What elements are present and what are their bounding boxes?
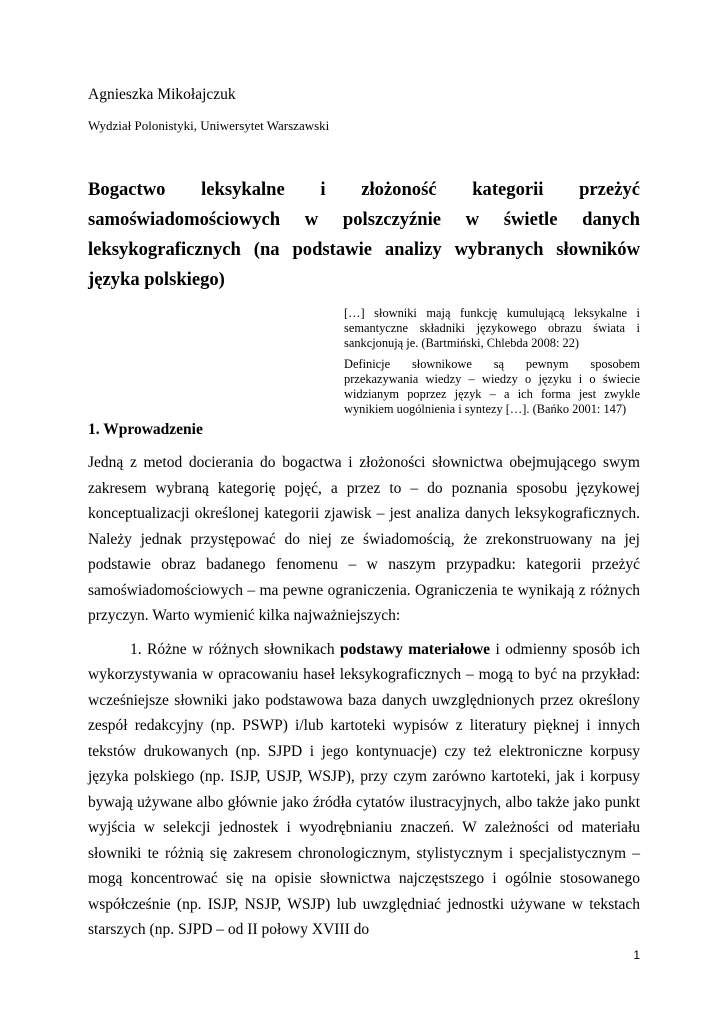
emphasized-term: podstawy materiałowe [339, 640, 491, 658]
paper-title: Bogactwo leksykalne i złożoność kategorii przeżyć samoświadomościowych w polszczyźnie w świetle danych leksykograficznych (na podstawie analizy wybranych słowników języka polskiego) [88, 179, 640, 290]
section-body [88, 450, 640, 951]
body-paragraph [88, 637, 640, 943]
body-paragraph: Jedną z metod docierania do bogactwa i złożoności słownictwa obejmującego swym zakresem wybraną kategorię pojęć, a przez to – do poznania sposobu językowej konceptualizacji określonej kategorii zjawisk – jest analiza danych leksykograficznych. Należy jednak przystępować do niej ze świadomością, że zrekonstruowany na jej podstawie obraz badanego fenomenu – w naszym przypadku: kategorii przeżyć samoświadomościowych – ma pewne ograniczenia. Ograniczenia te wynikają z różnych przyczyn. Warto wymienić kilka najważniejszych: [88, 454, 640, 624]
paragraph-text: 1. Różne w różnych słownikach [130, 640, 340, 658]
epigraph-quote: Definicje słownikowe są pewnym sposobem przekazywania wiedzy – wiedzy o języku i o świecie widzianym poprzez język – a ich forma jest zwykle wynikiem uogólnienia i syntezy […]. (Bańko 2001: 147) [344, 357, 640, 416]
author-name: Agnieszka Mikołajczuk [88, 86, 236, 103]
epigraphs [344, 306, 640, 423]
paragraph-text: i odmienny sposób ich wykorzystywania w opracowaniu haseł leksykograficznych – mogą to być na przykład: wcześniejsze słowniki jako podstawowa baza danych uwzględnionych przez określony zespół redakcyjny (np. PSWP) i/lub kartoteki wypisów z literatury pięknej i innych tekstów drukowanych (np. SJPD i jego kontynuacje) czy też elektroniczne korpusy języka polskiego (np. ISJP, USJP, WSJP), przy czym zarówno kartoteki, jak i korpusy bywają używane albo głównie jako źródła cytatów ilustracyjnych, albo także jako punkt wyjścia w selekcji jednostek i wyodrębnianiu znaczeń. W zależności od materiału słowniki te różnią się zakresem chronologicznym, stylistycznym i specjalistycznym – mogą koncentrować się na opisie słownictwa najczęstszego i ogólnie stosowanego współcześnie (np. ISJP, NSJP, WSJP) lub uwzględniać jednostki używane w tekstach starszych (np. SJPD – od II połowy XVIII do [88, 640, 640, 938]
section-heading: 1. Wprowadzenie [88, 421, 203, 438]
page-number: 1 [633, 948, 640, 962]
epigraph-quote: […] słowniki mają funkcję kumulującą leksykalne i semantyczne składniki językowego obrazu świata i sankcjonują je. (Bartmiński, Chlebda 2008: 22) [344, 306, 640, 350]
author-affiliation: Wydział Polonistyki, Uniwersytet Warszawski [88, 118, 330, 133]
